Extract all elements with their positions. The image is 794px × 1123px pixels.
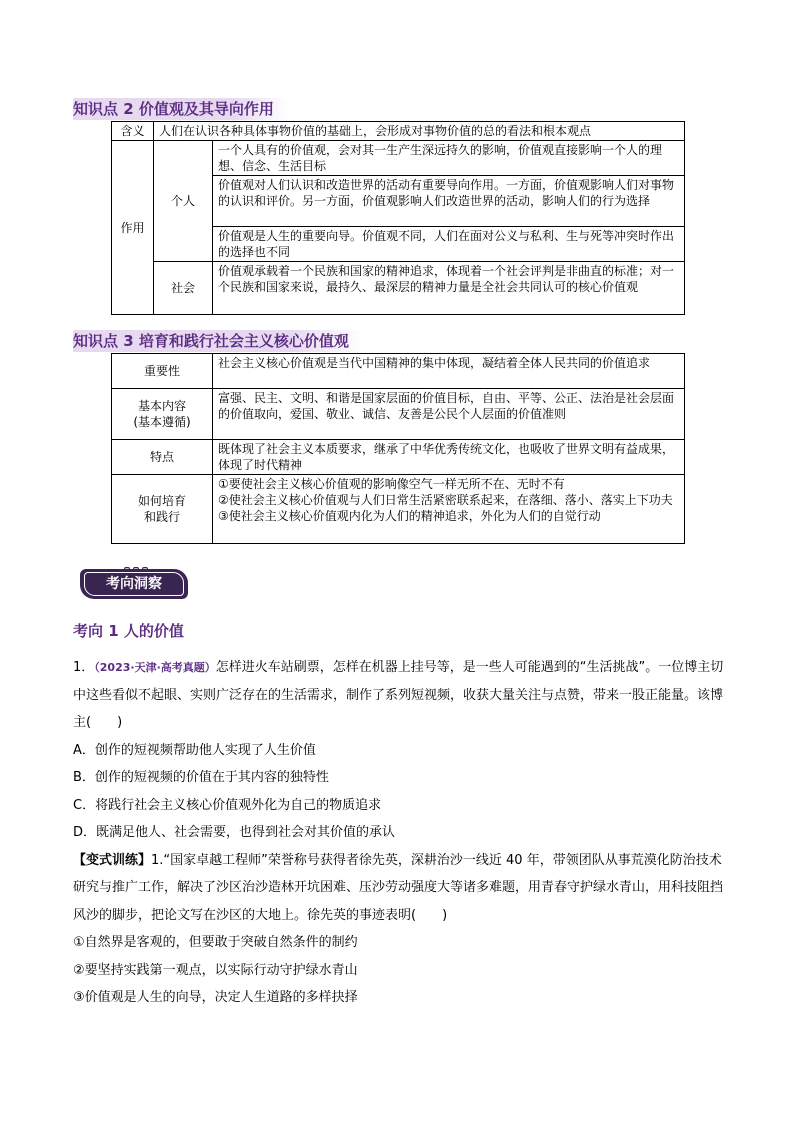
personal-role-2: 价值观对人们认识和改造世界的活动有重要导向作用。一方面，价值观影响人们对事物的认识和评价。另一方面，价值观影响人们改造世界的活动，影响人们的行为选择	[213, 176, 685, 227]
badge-kaoxiang	[80, 563, 188, 601]
table-row	[112, 389, 685, 440]
society-role: 价值观承载着一个民族和国家的精神追求，体现着一个社会评判是非曲直的标准；对一个民族和国家来说，最持久、最深层的精神力量是全社会共同认可的核心价值观	[213, 262, 685, 315]
question-number: 1．	[73, 660, 95, 675]
society-label: 社会	[154, 262, 213, 315]
variant-item-1[interactable]: ①自然界是客观的，但要敢于突破自然条件的制约	[73, 935, 358, 950]
question-block	[73, 654, 733, 1012]
feature-text: 既体现了社会主义本质要求，继承了中华优秀传统文化，也吸收了世界文明有益成果，体现了时代精神	[213, 440, 685, 475]
option-b[interactable]: B．创作的短视频的价值在于其内容的独特性	[73, 770, 329, 785]
option-d[interactable]: D．既满足他人、社会需要，也得到社会对其价值的承认	[73, 825, 396, 840]
table-row	[112, 440, 685, 475]
variant-item-2[interactable]: ②要坚持实践第一观点，以实际行动守护绿水青山	[73, 962, 358, 978]
option-c[interactable]: C．将践行社会主义核心价值观外化为自己的物质追求	[73, 797, 382, 813]
importance-text: 社会主义核心价值观是当代中国精神的集中体现，凝结着全体人民共同的价值追求	[213, 354, 685, 389]
content-label: 基本内容 (基本遵循)	[112, 389, 213, 440]
importance-label: 重要性	[112, 354, 213, 389]
table-row	[112, 354, 685, 389]
badge-label: 考向洞察	[106, 576, 162, 592]
meaning-label: 含义	[112, 122, 154, 141]
section-title-kp3: 知识点 3 培育和践行社会主义核心价值观	[73, 330, 363, 352]
table-row	[112, 141, 685, 176]
how-text	[213, 475, 685, 544]
question-source: （2023·天津·高考真题）	[94, 661, 216, 674]
personal-role-3: 价值观是人生的重要向导。价值观不同，人们在面对公义与私利、生与死等冲突时作出的选择也不同	[213, 227, 685, 262]
feature-label: 特点	[112, 440, 213, 475]
table-row	[112, 475, 685, 544]
section-title-kp2: 知识点 2 价值观及其导向作用	[73, 98, 288, 120]
variant-stem: 1.“国家卓越工程师”荣誉称号获得者徐先英，深耕治沙一线近 40 年，带领团队从事荒漠化防治技术研究与推广工作，解决了沙区治沙造林开坑困难、压沙劳动强度大等诸多难题，用青春守护绿水青山，用科技阻挡风沙的脚步，把论文写在沙区的大地上。徐先英的事迹表明( )	[73, 852, 724, 923]
table-row	[112, 262, 685, 315]
kp2-table	[111, 121, 685, 315]
variant-item-3[interactable]: ③价值观是人生的向导，决定人生道路的多样抉择	[73, 990, 358, 1005]
how-item-2: ②使社会主义核心价值观与人们日常生活紧密联系起来，在落细、落小、落实上下功夫	[218, 493, 673, 507]
content-text: 富强、民主、文明、和谐是国家层面的价值目标，自由、平等、公正、法治是社会层面的价值取向，爱国、敬业、诚信、友善是公民个人层面的价值准则	[213, 389, 685, 440]
option-a[interactable]: A．创作的短视频帮助他人实现了人生价值	[73, 742, 316, 758]
question-stem: 怎样进火车站刷票，怎样在机器上挂号等，是一些人可能遇到的“生活挑战”。一位博主切中这些看似不起眼、实则广泛存在的生活需求，制作了系列短视频，收获大量关注与点赞，带来一股正能量。该博主( )	[73, 660, 724, 730]
variant-label: 【变式训练】	[73, 852, 152, 868]
table-row	[112, 122, 685, 141]
question-1	[73, 654, 733, 737]
section-title-kx1: 考向 1 人的价值	[73, 622, 184, 640]
how-item-3: ③使社会主义核心价值观内化为人们的精神追求，外化为人们的自觉行动	[218, 509, 601, 523]
variant-question	[73, 847, 733, 930]
how-item-1: ①要使社会主义核心价值观的影响像空气一样无所不在、无时不有	[218, 477, 565, 491]
personal-label: 个人	[154, 141, 213, 262]
role-label: 作用	[112, 141, 154, 315]
personal-role-1: 一个人具有的价值观，会对其一生产生深远持久的影响，价值观直接影响一个人的理想、信念、生活目标	[213, 141, 685, 176]
kp3-table	[111, 353, 685, 544]
how-label: 如何培育 和践行	[112, 475, 213, 544]
meaning-text: 人们在认识各种具体事物价值的基础上，会形成对事物价值的总的看法和根本观点	[154, 122, 685, 141]
